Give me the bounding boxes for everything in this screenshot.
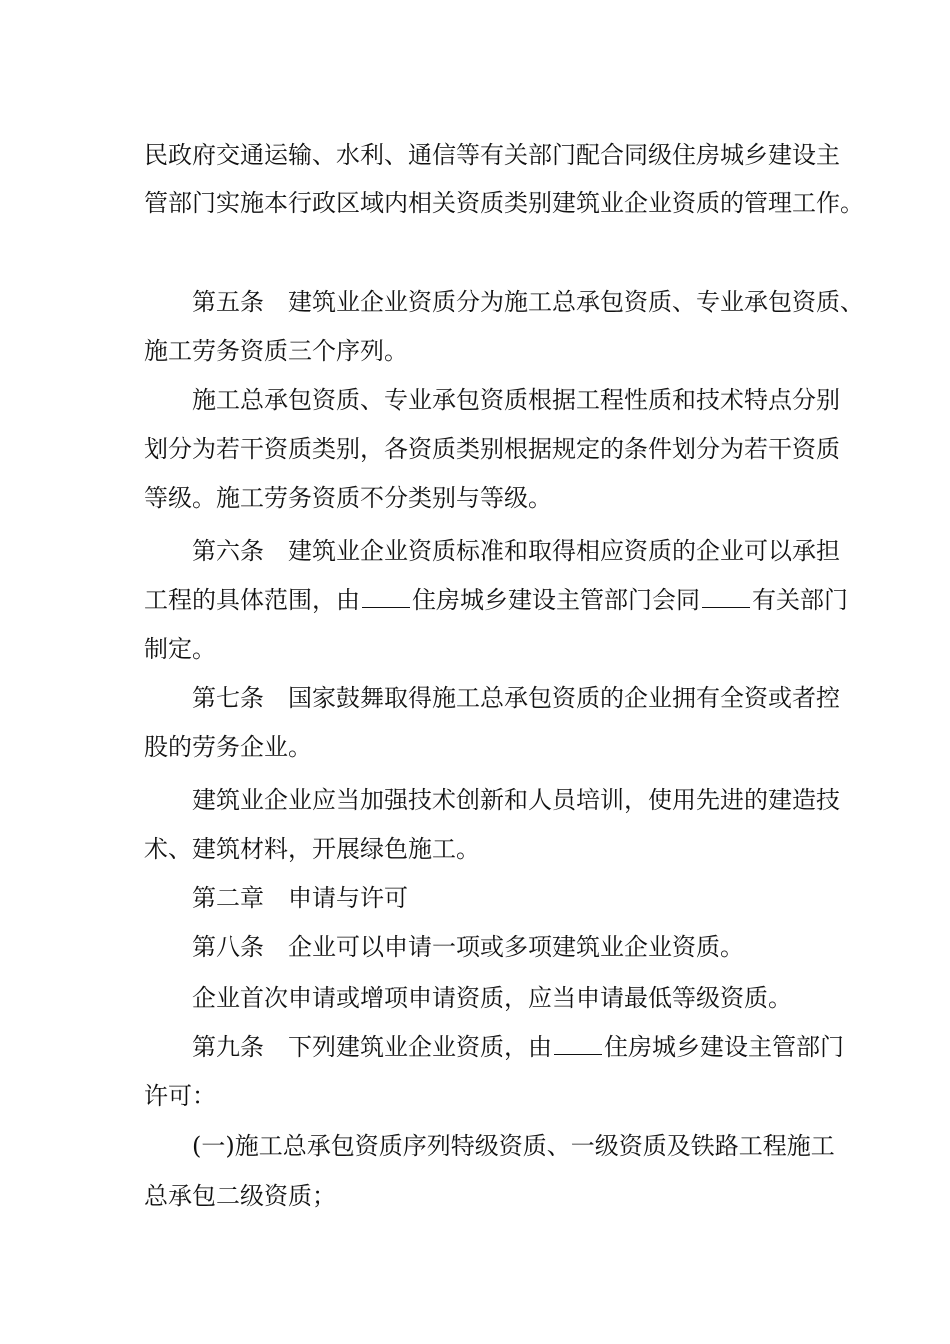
text-segment: 住房城乡建设主管部门会同 <box>412 586 700 614</box>
text-line: 制定。 <box>144 635 216 663</box>
list-item-line: (一)施工总承包资质序列特级资质、一级资质及铁路工程施工 <box>192 1132 835 1160</box>
paragraph-line: 企业首次申请或增项申请资质，应当申请最低等级资质。 <box>192 984 792 1012</box>
article-7-line <box>192 683 840 713</box>
article-7-heading: 第七条 <box>192 684 264 712</box>
article-5-line <box>192 287 864 317</box>
text-line: 管部门实施本行政区域内相关资质类别建筑业企业资质的管理工作。 <box>144 189 864 217</box>
text-segment: 有关部门 <box>752 586 848 614</box>
text-line: 总承包二级资质； <box>144 1182 336 1210</box>
text-line-with-blanks <box>144 585 848 615</box>
text-segment: 工程的具体范围，由 <box>144 586 360 614</box>
text-line: 许可： <box>144 1082 216 1110</box>
chapter-2-line <box>192 883 408 913</box>
article-7-text: 国家鼓舞取得施工总承包资质的企业拥有全资或者控 <box>288 684 840 712</box>
article-6-heading: 第六条 <box>192 537 264 565</box>
text-line: 划分为若干资质类别，各资质类别根据规定的条件划分为若干资质 <box>144 435 840 463</box>
text-line: 民政府交通运输、水利、通信等有关部门配合同级住房城乡建设主 <box>144 141 840 169</box>
fill-in-blank <box>702 587 750 608</box>
text-line: 术、建筑材料，开展绿色施工。 <box>144 835 480 863</box>
chapter-2-title: 申请与许可 <box>288 884 408 912</box>
article-9-line <box>192 1032 844 1062</box>
paragraph-line: 建筑业企业应当加强技术创新和人员培训，使用先进的建造技 <box>192 786 840 814</box>
article-8-heading: 第八条 <box>192 933 264 961</box>
text-line: 等级。施工劳务资质不分类别与等级。 <box>144 484 552 512</box>
article-6-line <box>192 536 840 566</box>
article-5-heading: 第五条 <box>192 288 264 316</box>
article-8-text: 企业可以申请一项或多项建筑业企业资质。 <box>288 933 744 961</box>
chapter-2-heading: 第二章 <box>192 884 264 912</box>
article-9-text: 下列建筑业企业资质，由 <box>288 1033 552 1061</box>
text-segment: 住房城乡建设主管部门 <box>604 1033 844 1061</box>
article-5-text: 建筑业企业资质分为施工总承包资质、专业承包资质、 <box>288 288 864 316</box>
fill-in-blank <box>554 1034 602 1055</box>
article-8-line <box>192 932 744 962</box>
article-9-heading: 第九条 <box>192 1033 264 1061</box>
paragraph-line: 施工总承包资质、专业承包资质根据工程性质和技术特点分别 <box>192 386 840 414</box>
text-line: 股的劳务企业。 <box>144 733 312 761</box>
text-line: 施工劳务资质三个序列。 <box>144 337 408 365</box>
fill-in-blank <box>362 587 410 608</box>
article-6-text: 建筑业企业资质标准和取得相应资质的企业可以承担 <box>288 537 840 565</box>
